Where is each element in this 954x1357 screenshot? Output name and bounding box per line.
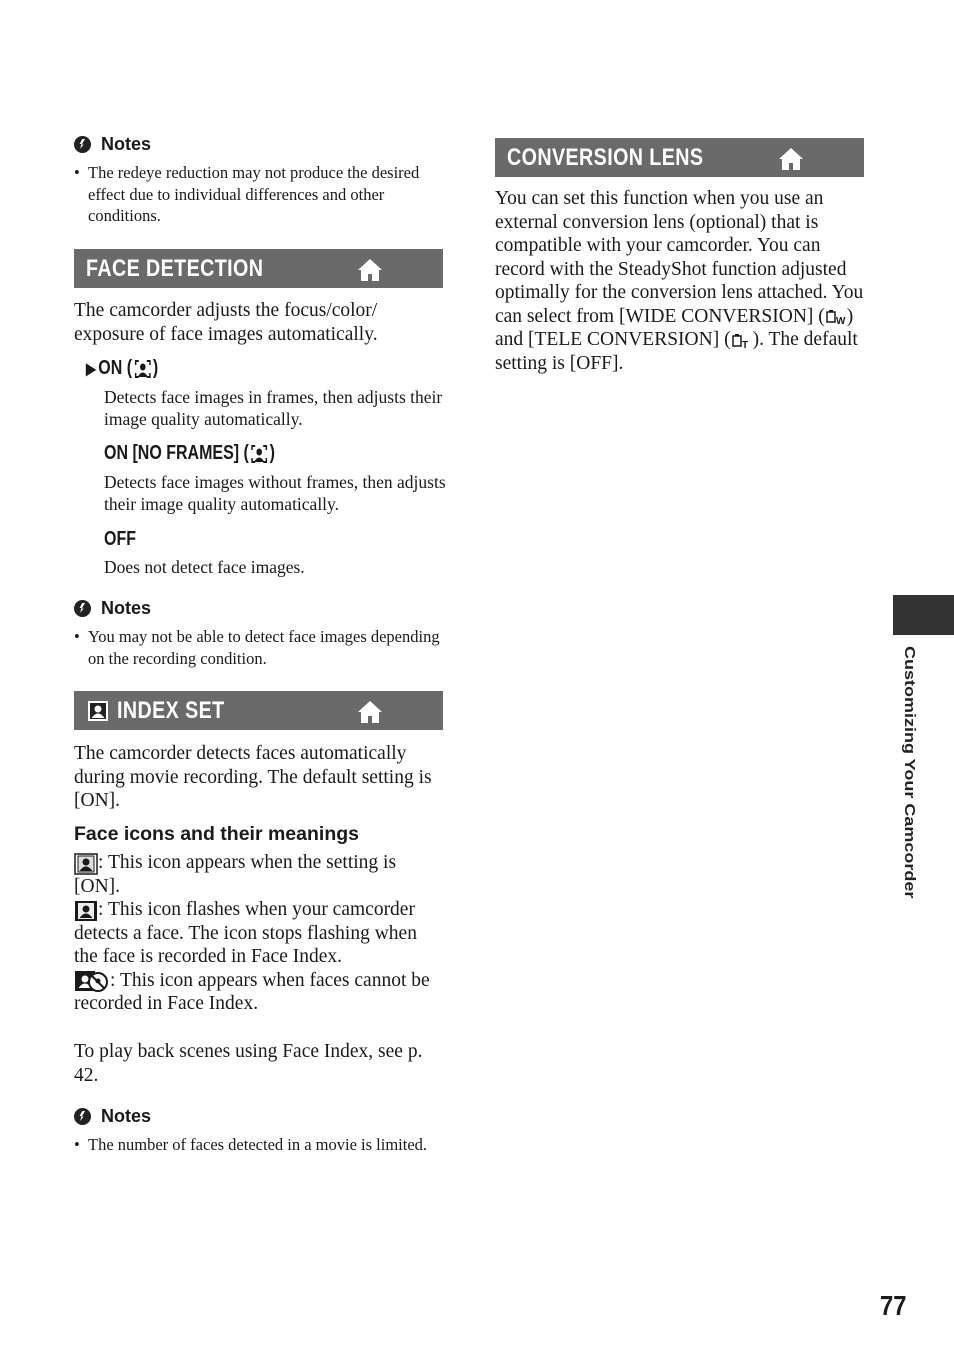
chapter-tab-marker	[893, 595, 954, 635]
svg-text:T: T	[741, 339, 748, 350]
face-index-icon	[87, 700, 109, 722]
notes-heading: Notes	[74, 1106, 444, 1127]
note-item: • The redeye reduction may not produce the desired effect due to individual differences and other conditions.	[74, 163, 420, 225]
tele-conversion-icon	[731, 332, 753, 350]
notes-heading: Notes	[74, 134, 444, 155]
home-icon[interactable]	[357, 700, 383, 724]
home-icon[interactable]	[357, 258, 383, 282]
section-title: CONVERSION LENS	[507, 143, 704, 171]
page-number: 77	[880, 1290, 907, 1321]
face-icons-subheading: Face icons and their meanings	[74, 823, 359, 845]
icon-meaning-item: : This icon appears when faces cannot be recorded in Face Index.	[74, 969, 430, 1015]
wide-conversion-icon	[825, 308, 847, 326]
icon-meaning-item: : This icon appears when the setting is [ON].	[74, 852, 397, 897]
option-off-label: OFF	[104, 528, 136, 550]
notes-block-3	[74, 1106, 444, 1156]
face-no-frame-icon	[251, 445, 267, 463]
conversion-lens-text: You can set this function when you use an external conversion lens (optional) that is compatible with your camcorder. You can record with the SteadyShot function adjusted optimally for the conversion lens attached. You can select from [WIDE CONVERSION] ( W ) and [TELE CONVERSION] ( T ). The default setting is [OFF].	[495, 188, 864, 374]
home-icon[interactable]	[778, 147, 804, 171]
option-on-no-frames-desc: Detects face images without frames, then adjusts their image quality automatically.	[104, 472, 446, 514]
svg-text:W: W	[835, 316, 846, 327]
section-title: INDEX SET	[117, 696, 225, 724]
notes-icon	[74, 600, 91, 617]
face-index-flashing-icon	[74, 900, 98, 922]
face-index-playback-ref: To play back scenes using Face Index, see p. 42.	[74, 1041, 423, 1086]
option-on-desc: Detects face images in frames, then adjusts their image quality automatically.	[104, 387, 443, 429]
notes-block-2	[74, 598, 444, 669]
icon-meaning-item: : This icon flashes when your camcorder detects a face. The icon stops flashing when the face is recorded in Face Index.	[74, 899, 417, 968]
option-on	[86, 357, 446, 380]
index-set-header	[74, 691, 443, 730]
notes-heading: Notes	[74, 598, 444, 619]
option-off	[104, 528, 304, 551]
face-icon-meanings	[74, 851, 444, 1016]
chapter-side-label: Customizing Your Camcorder	[902, 646, 918, 899]
conversion-lens-header	[495, 138, 864, 177]
note-item: • The number of faces detected in a movie is limited.	[74, 1135, 428, 1154]
notes-icon	[74, 1108, 91, 1125]
option-off-desc: Does not detect face images.	[104, 557, 305, 577]
face-detection-intro: The camcorder adjusts the focus/color/ exposure of face images automatically.	[74, 300, 378, 345]
notes-icon	[74, 136, 91, 153]
note-item: • You may not be able to detect face images depending on the recording condition.	[74, 627, 440, 668]
face-index-unavailable-icon	[74, 970, 110, 992]
face-index-on-icon	[74, 853, 98, 875]
option-on-label: ▶ ON ( )	[86, 357, 159, 379]
face-detection-header	[74, 249, 443, 288]
option-on-no-frames-label: ON [NO FRAMES] ( )	[104, 442, 276, 464]
default-marker: ▶	[86, 360, 96, 378]
notes-block-1	[74, 134, 444, 227]
index-set-intro: The camcorder detects faces automatically during movie recording. The default setting is [ON].	[74, 743, 432, 811]
face-frame-icon	[134, 360, 150, 378]
option-on-no-frames	[104, 442, 464, 465]
section-title: FACE DETECTION	[86, 254, 264, 282]
